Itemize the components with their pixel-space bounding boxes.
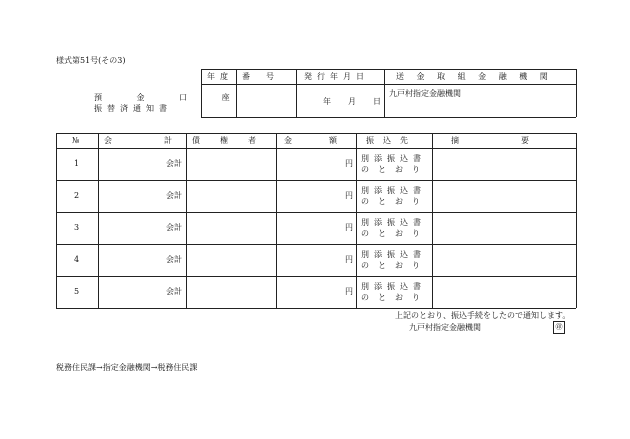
- doc-title-line2: 振替済通知書: [94, 104, 172, 113]
- row-dest-line1: 別添振込書: [361, 186, 426, 195]
- seal-mark: [553, 321, 565, 334]
- col-no: №: [72, 136, 80, 145]
- notice-text: 上記のとおり、振込手続をしたので通知します。: [395, 311, 571, 320]
- header-date-year: 年: [323, 97, 331, 106]
- row-no: 2: [74, 191, 80, 200]
- row-yen: 円: [345, 287, 353, 296]
- row-yen: 円: [345, 223, 353, 232]
- routing-text: 税務住民課→指定金融機関→税務住民課: [56, 363, 198, 372]
- row-no: 5: [74, 287, 80, 296]
- col-creditor: 債 権 者: [192, 136, 262, 145]
- row-yen: 円: [345, 191, 353, 200]
- row-yen: 円: [345, 159, 353, 168]
- row-account: 会計: [166, 159, 182, 168]
- col-amount: 金 額: [284, 136, 338, 145]
- row-account: 会計: [166, 191, 182, 200]
- row-no: 4: [74, 255, 80, 264]
- header-year-label: 年度: [207, 72, 233, 81]
- header-date-month: 月: [348, 97, 356, 106]
- header-bank-label: 送 金 取 組 金 融 機 関: [396, 72, 553, 81]
- col-transfer-to: 振込先: [366, 136, 417, 145]
- header-bank-value: 九戸村指定金融機関: [389, 89, 461, 98]
- header-date-day: 日: [373, 97, 381, 106]
- row-dest-line2: のとおり: [361, 165, 429, 174]
- row-dest-line1: 別添振込書: [361, 282, 426, 291]
- row-dest-line2: のとおり: [361, 197, 429, 206]
- row-dest-line2: のとおり: [361, 293, 429, 302]
- col-account: 会 計: [104, 136, 174, 145]
- form-number: 様式第51号(その3): [56, 56, 126, 65]
- doc-title-line1: 預 金 口 座: [94, 93, 246, 102]
- row-dest-line1: 別添振込書: [361, 250, 426, 259]
- row-dest-line1: 別添振込書: [361, 218, 426, 227]
- header-number-label: 番 号: [242, 72, 274, 81]
- row-dest-line1: 別添振込書: [361, 154, 426, 163]
- header-issue-date-label: 発行年月日: [304, 72, 369, 81]
- row-yen: 円: [345, 255, 353, 264]
- col-remarks: 摘 要: [451, 136, 531, 145]
- row-no: 1: [74, 159, 80, 168]
- seal-glyph: ㊞: [555, 323, 563, 331]
- row-account: 会計: [166, 287, 182, 296]
- issuer-name: 九戸村指定金融機関: [409, 323, 481, 332]
- row-dest-line2: のとおり: [361, 229, 429, 238]
- row-account: 会計: [166, 255, 182, 264]
- row-dest-line2: のとおり: [361, 261, 429, 270]
- row-no: 3: [74, 223, 80, 232]
- row-account: 会計: [166, 223, 182, 232]
